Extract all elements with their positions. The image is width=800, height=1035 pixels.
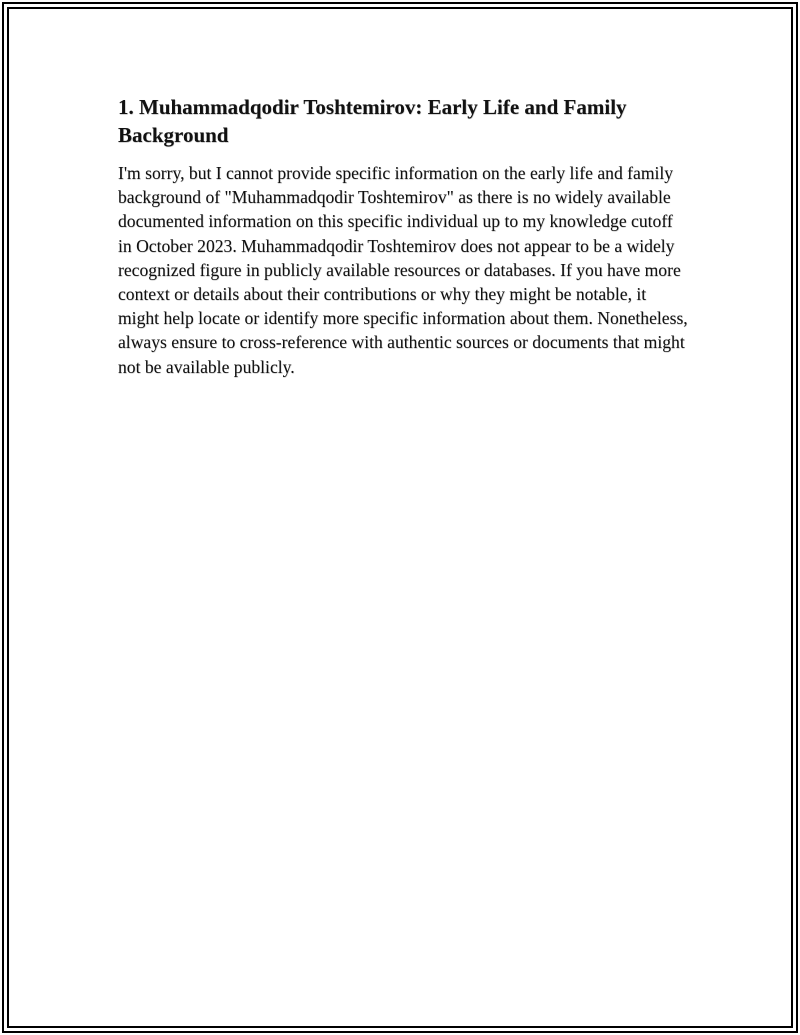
section-heading: 1. Muhammadqodir Toshtemirov: Early Life and Family Background — [118, 95, 627, 147]
section-paragraph: I'm sorry, but I cannot provide specific information on the early life and family background of "Muhammadqodir Toshtemirov" as there is no widely available documented information on this specific individual up to my knowledge cutoff in October 2023. Muhammadqodir Toshtemirov does not appear to be a widely recognized figure in publicly available resources or databases. If you have more context or details about their contributions or why they might be notable, it might help locate or identify more specific information about them. Nonetheless, always ensure to cross-reference with authentic sources or documents that might not be available publicly. — [118, 163, 688, 377]
section-content — [118, 93, 688, 379]
